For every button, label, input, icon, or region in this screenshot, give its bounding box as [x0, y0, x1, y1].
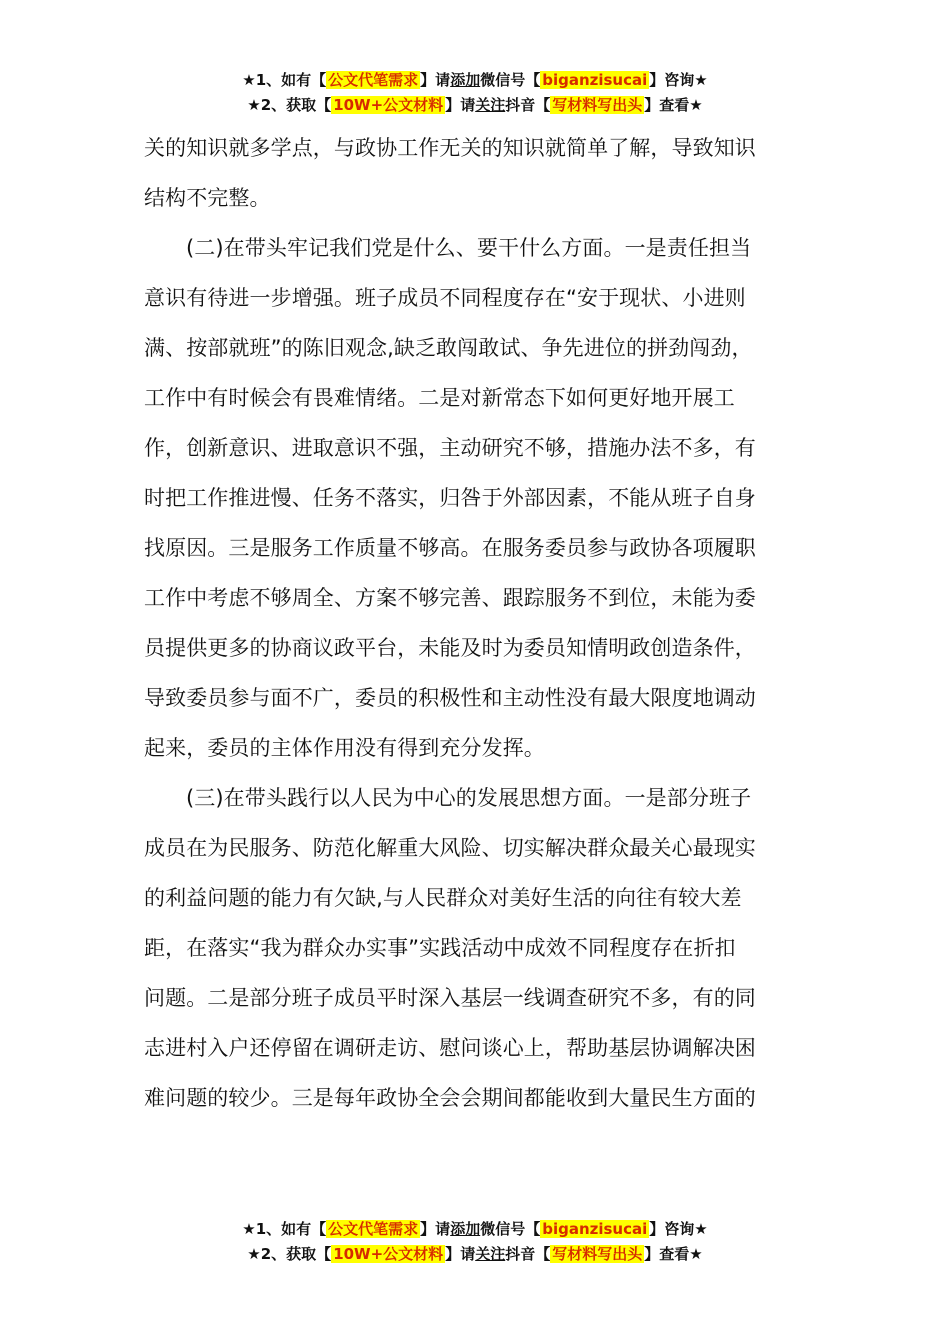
banner-line-1: ★1、如有【 公文代笔需求 】请添加微信号【 biganzisucai 】咨询★	[242, 1220, 708, 1238]
highlight-douyin-account: 写材料写出头	[552, 1245, 643, 1263]
banner-line-2: ★2、获取【 10W+公文材料 】请关注抖音【 写材料写出头 】查看★	[247, 1245, 703, 1263]
banner-line-1: ★1、如有【 公文代笔需求 】请添加微信号【 biganzisucai 】咨询★	[242, 71, 708, 89]
paragraph-section-2: (二)在带头牢记我们党是什么、要干什么方面。一是责任担当 意识有待进一步增强。班子成员不同程度存在“安于现状、小进则 满、按部就班”的陈旧观念,缺乏敢闯敢试、争先进位的拼劲闯劲， 工作中有时候会有畏难情绪。二是对新常态下如何更好地开展工 作，创新意识、进取意识不强，主动研究不够，措施办法不多，有 时把工作推进慢、任务不落实，归咎于外部因素，不能从班子自身 找原因。三是服务工作质量不够高。在服务委员参与政协各项履职 工作中考虑不够周全、方案不够完善、跟踪服务不到位，未能为委 员提供更多的协商议政平台，未能及时为委员知情明政创造条件， 导致委员参与面不广，委员的积极性和主动性没有最大限度地调动 起来，委员的主体作用没有得到充分发挥。	[144, 236, 756, 760]
header-banner	[0, 68, 950, 118]
paragraph-section-3: (三)在带头践行以人民为中心的发展思想方面。一是部分班子 成员在为民服务、防范化解重大风险、切实解决群众最关心最现实 的利益问题的能力有欠缺,与人民群众对美好生活的向往有较大差 距，在落实“我为群众办实事”实践活动中成效不同程度存在折扣 问题。二是部分班子成员平时深入基层一线调查研究不多，有的同 志进村入户还停留在调研走访、慰问谈心上，帮助基层协调解决困 难问题的较少。三是每年政协全会会期间都能收到大量民生方面的	[144, 786, 756, 1110]
highlight-wechat-id: biganzisucai	[542, 1220, 648, 1238]
document-body	[144, 123, 794, 1123]
highlight-service: 公文代笔需求	[328, 1220, 419, 1238]
paragraph-continuation: 关的知识就多学点，与政协工作无关的知识就简单了解，导致知识 结构不完整。	[144, 136, 756, 210]
footer-banner	[0, 1217, 950, 1267]
highlight-wechat-id: biganzisucai	[542, 71, 648, 89]
banner-line-2: ★2、获取【 10W+公文材料 】请关注抖音【 写材料写出头 】查看★	[247, 96, 703, 114]
highlight-materials: 10W+公文材料	[333, 1245, 444, 1263]
highlight-materials: 10W+公文材料	[333, 96, 444, 114]
highlight-douyin-account: 写材料写出头	[552, 96, 643, 114]
highlight-service: 公文代笔需求	[328, 71, 419, 89]
